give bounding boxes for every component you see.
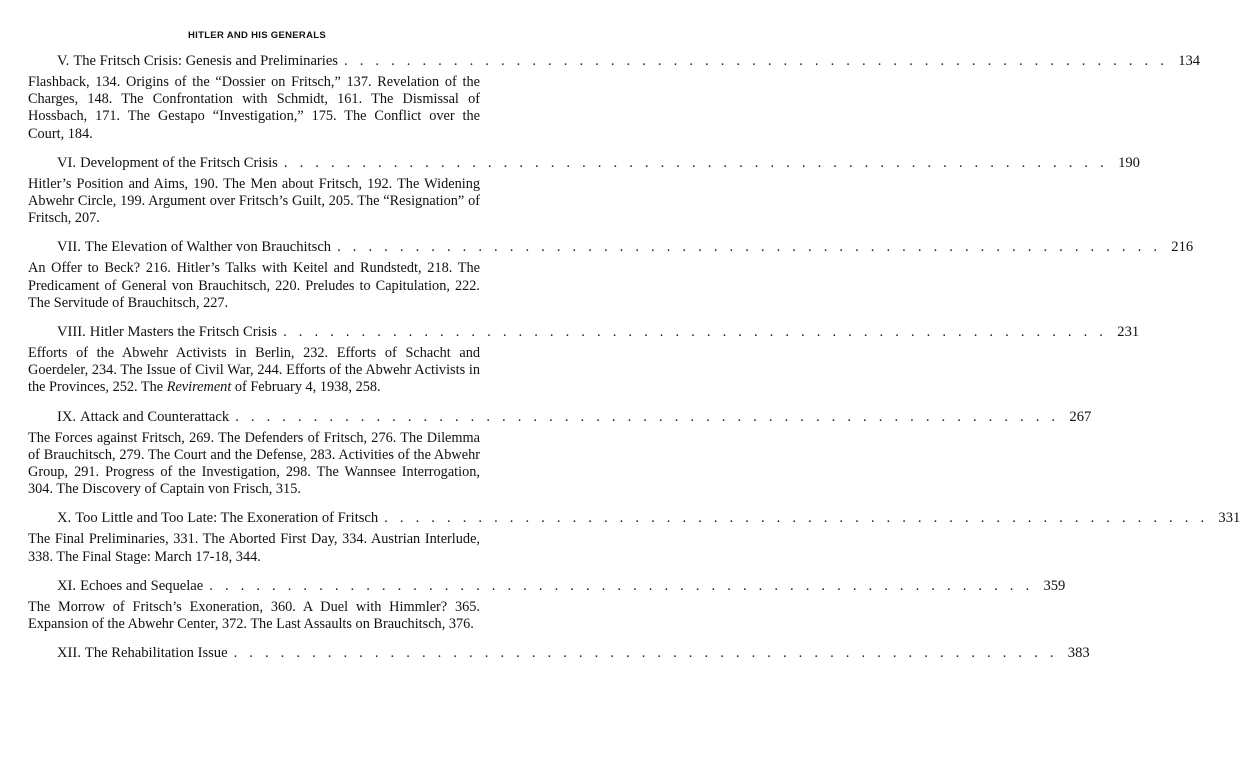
toc-entry xyxy=(28,323,1140,397)
chapter-summary: The Final Preliminaries, 331. The Aborted First Day, 334. Austrian Interlude, 338. The Final Stage: March 17-18, 344. xyxy=(28,531,480,565)
chapter-heading xyxy=(28,52,1201,71)
chapter-title: Too Little and Too Late: The Exoneration of Fritsch xyxy=(75,510,379,527)
summary-italic-term: Revirement xyxy=(166,379,232,396)
toc-entry xyxy=(28,154,1140,228)
chapter-title: The Fritsch Crisis: Genesis and Preliminaries xyxy=(73,53,338,69)
chapter-numeral: V. xyxy=(57,53,70,69)
chapter-heading xyxy=(28,323,1140,342)
page-number: 383 xyxy=(1067,645,1090,662)
running-head: HITLER AND HIS GENERALS xyxy=(188,30,326,41)
dot-leader: . . . . . . . . . . . . . . . . . . . . . . . . . . . . . . . . . . . . . . . . . . . . . . . . . . . . . xyxy=(235,408,1060,425)
toc-entry xyxy=(28,644,1090,663)
page-number: 190 xyxy=(1118,154,1140,171)
chapter-title: Hitler Masters the Fritsch Crisis xyxy=(89,324,278,341)
chapter-heading xyxy=(28,408,1092,427)
chapter-heading xyxy=(28,577,1066,596)
chapter-title: The Elevation of Walther von Brauchitsch xyxy=(84,239,332,256)
page-number: 359 xyxy=(1043,577,1066,594)
dot-leader: . . . . . . . . . . . . . . . . . . . . . . . . . . . . . . . . . . . . . . . . . . . . . . . . . . . . . xyxy=(344,53,1169,69)
page-number: 134 xyxy=(1178,53,1201,69)
summary-text-tail: of February 4, 1938, 258. xyxy=(231,379,381,396)
chapter-heading xyxy=(28,509,1240,528)
chapter-summary: The Forces against Fritsch, 269. The Defenders of Fritsch, 276. The Dilemma of Brauchitsch, 279. The Court and the Defense, 283. Activities of the Abwehr Group, 291. Progress of the Investigation, 298. The Wannsee Interrogation, 304. The Discovery of Captain von Frisch, 315. xyxy=(28,429,480,498)
page-number: 216 xyxy=(1171,239,1194,256)
chapter-title: Attack and Counterattack xyxy=(80,408,230,425)
toc-entry xyxy=(28,408,1092,499)
chapter-title: Development of the Fritsch Crisis xyxy=(80,154,278,171)
chapter-title: The Rehabilitation Issue xyxy=(84,645,228,662)
chapter-numeral: VI. xyxy=(57,154,77,171)
dot-leader: . . . . . . . . . . . . . . . . . . . . . . . . . . . . . . . . . . . . . . . . . . . . . . . . . . . . . xyxy=(233,645,1058,662)
toc-entry xyxy=(28,509,1240,565)
chapter-numeral: XI. xyxy=(57,577,77,594)
chapter-numeral: X. xyxy=(57,510,72,527)
chapter-numeral: IX. xyxy=(57,408,77,425)
dot-leader: . . . . . . . . . . . . . . . . . . . . . . . . . . . . . . . . . . . . . . . . . . . . . . . . . . . . . xyxy=(283,154,1108,171)
toc-entry xyxy=(28,52,1201,143)
chapter-heading xyxy=(28,238,1194,257)
summary-text: Efforts of the Abwehr Activists in Berlin, 232. Efforts of Schacht and Goerdeler, 234. The Issue of Civil War, 244. Efforts of the Abwehr Activists in the Provinces, 252. The xyxy=(28,345,480,396)
chapter-numeral: VII. xyxy=(57,239,81,256)
toc-entry xyxy=(28,238,1194,312)
chapter-summary: Hitler’s Position and Aims, 190. The Men about Fritsch, 192. The Widening Abwehr Circle, 199. Argument over Fritsch’s Guilt, 205. The “Resignation” of Fritsch, 207. xyxy=(28,175,480,227)
table-of-contents xyxy=(28,52,1240,674)
dot-leader: . . . . . . . . . . . . . . . . . . . . . . . . . . . . . . . . . . . . . . . . . . . . . . . . . . . . . xyxy=(337,239,1162,256)
chapter-numeral: XII. xyxy=(57,645,81,662)
chapter-summary: Flashback, 134. Origins of the “Dossier on Fritsch,” 137. Revelation of the Charges, 148. The Confrontation with Schmidt, 161. The Dismissal of Hossbach, 171. The Gestapo “Investigation,” 175. The Conflict over the Court, 184. xyxy=(28,74,480,142)
chapter-title: Echoes and Sequelae xyxy=(80,577,204,594)
dot-leader: . . . . . . . . . . . . . . . . . . . . . . . . . . . . . . . . . . . . . . . . . . . . . . . . . . . . . xyxy=(384,510,1209,527)
toc-entry xyxy=(28,577,1066,633)
chapter-numeral: VIII. xyxy=(57,324,86,341)
page-number: 231 xyxy=(1117,324,1140,341)
dot-leader: . . . . . . . . . . . . . . . . . . . . . . . . . . . . . . . . . . . . . . . . . . . . . . . . . . . . . xyxy=(283,324,1108,341)
chapter-heading xyxy=(28,154,1140,173)
page-number: 331 xyxy=(1218,510,1240,527)
chapter-summary: The Morrow of Fritsch’s Exoneration, 360. A Duel with Himmler? 365. Expansion of the Abwehr Center, 372. The Last Assaults on Brauchitsch, 376. xyxy=(28,598,480,633)
chapter-summary xyxy=(28,345,480,397)
dot-leader: . . . . . . . . . . . . . . . . . . . . . . . . . . . . . . . . . . . . . . . . . . . . . . . . . . . . . xyxy=(209,577,1034,594)
page-number: 267 xyxy=(1069,408,1092,425)
chapter-heading xyxy=(28,644,1090,663)
chapter-summary: An Offer to Beck? 216. Hitler’s Talks with Keitel and Rundstedt, 218. The Predicament of General von Brauchitsch, 220. Preludes to Capitulation, 222. The Servitude of Brauchitsch, 227. xyxy=(28,260,480,311)
